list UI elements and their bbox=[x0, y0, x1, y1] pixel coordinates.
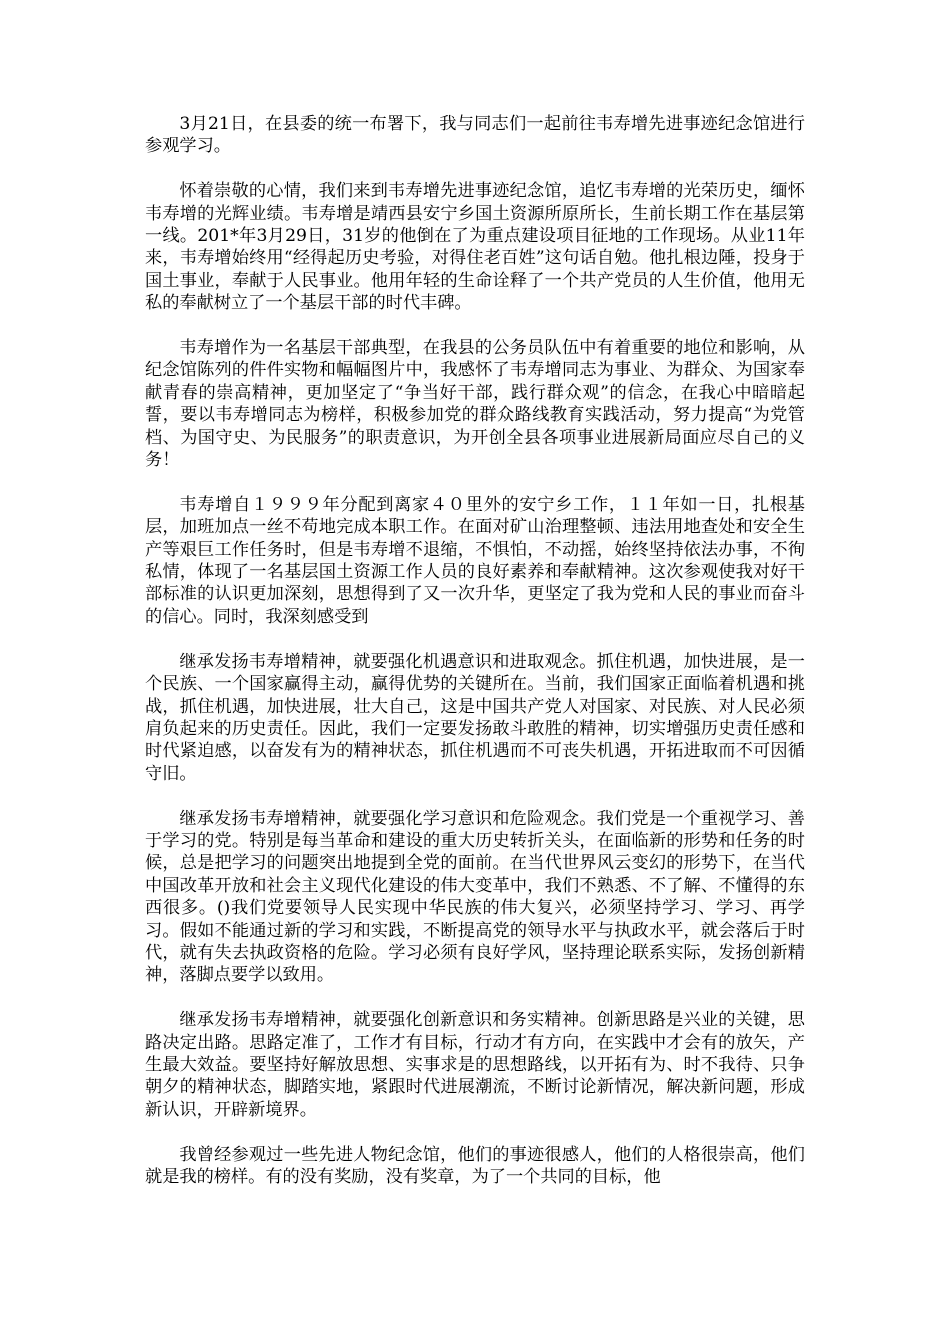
paragraph-3: 韦寿增作为一名基层干部典型，在我县的公务员队伍中有着重要的地位和影响，从纪念馆陈列的件件实物和幅幅图片中，我感怀了韦寿增同志为事业、为群众、为国家奉献青春的崇高精神，更加坚定了“争当好干部，践行群众观”的信念，在我心中暗暗起誓，要以韦寿增同志为榜样，积极参加党的群众路线教育实践活动，努力提高“为党管档、为国守史、为民服务”的职责意识，为开创全县各项事业进展新局面应尽自己的义务！ bbox=[145, 338, 805, 471]
paragraph-7: 继承发扬韦寿增精神，就要强化创新意识和务实精神。创新思路是兴业的关键，思路决定出路。思路定准了，工作才有目标，行动才有方向，在实践中才会有的放矢，产生最大效益。要坚持好解放思想、实事求是的思想路线，以开拓有为、时不我待、只争朝夕的精神状态，脚踏实地，紧跟时代进展潮流，不断讨论新情况，解决新问题，形成新认识，开辟新境界。 bbox=[145, 1010, 805, 1120]
paragraph-2: 怀着崇敬的心情，我们来到韦寿增先进事迹纪念馆，追忆韦寿增的光荣历史，缅怀韦寿增的光辉业绩。韦寿增是靖西县安宁乡国土资源所原所长，生前长期工作在基层第一线。201*年3月29日，31岁的他倒在了为重点建设项目征地的工作现场。从业11年来，韦寿增始终用“经得起历史考验，对得住老百姓”这句话自勉。他扎根边陲，投身于国土事业，奉献于人民事业。他用年轻的生命诠释了一个共产党员的人生价值，他用无私的奉献树立了一个基层干部的时代丰碑。 bbox=[145, 181, 805, 314]
paragraph-5: 继承发扬韦寿增精神，就要强化机遇意识和进取观念。抓住机遇，加快进展，是一个民族、一个国家赢得主动，赢得优势的关键所在。当前，我们国家正面临着机遇和挑战，抓住机遇，加快进展，壮大自己，这是中国共产党人对国家、对民族、对人民必须肩负起来的历史责任。因此，我们一定要发扬敢斗敢胜的精神，切实增强历史责任感和时代紧迫感，以奋发有为的精神状态，抓住机遇而不可丧失机遇，开拓进取而不可因循守旧。 bbox=[145, 651, 805, 784]
document-body bbox=[145, 113, 805, 1211]
paragraph-6: 继承发扬韦寿增精神，就要强化学习意识和危险观念。我们党是一个重视学习、善于学习的党。特别是每当革命和建设的重大历史转折关头，在面临新的形势和任务的时候，总是把学习的问题突出地提到全党的面前。在当代世界风云变幻的形势下，在当代中国改革开放和社会主义现代化建设的伟大变革中，我们不熟悉、不了解、不懂得的东西很多。()我们党要领导人民实现中华民族的伟大复兴，必须坚持学习、学习、再学习。假如不能通过新的学习和实践，不断提高党的领导水平与执政水平，就会落后于时代，就有失去执政资格的危险。学习必须有良好学风，坚持理论联系实际，发扬创新精神，落脚点要学以致用。 bbox=[145, 808, 805, 986]
paragraph-1: 3月21日，在县委的统一布署下，我与同志们一起前往韦寿增先进事迹纪念馆进行参观学习。 bbox=[145, 114, 805, 157]
paragraph-4: 韦寿增自１９９９年分配到离家４０里外的安宁乡工作，１１年如一日，扎根基层，加班加点一丝不苟地完成本职工作。在面对矿山治理整顿、违法用地查处和安全生产等艰巨工作任务时，但是韦寿增不退缩，不惧怕，不动摇，始终坚持依法办事，不徇私情，体现了一名基层国土资源工作人员的良好素养和奉献精神。这次参观使我对好干部标准的认识更加深刻，思想得到了又一次升华，更坚定了我为党和人民的事业而奋斗的信心。同时，我深刻感受到 bbox=[145, 494, 805, 627]
paragraph-8: 我曾经参观过一些先进人物纪念馆，他们的事迹很感人，他们的人格很崇高，他们就是我的榜样。有的没有奖励，没有奖章，为了一个共同的目标，他 bbox=[145, 1144, 805, 1187]
